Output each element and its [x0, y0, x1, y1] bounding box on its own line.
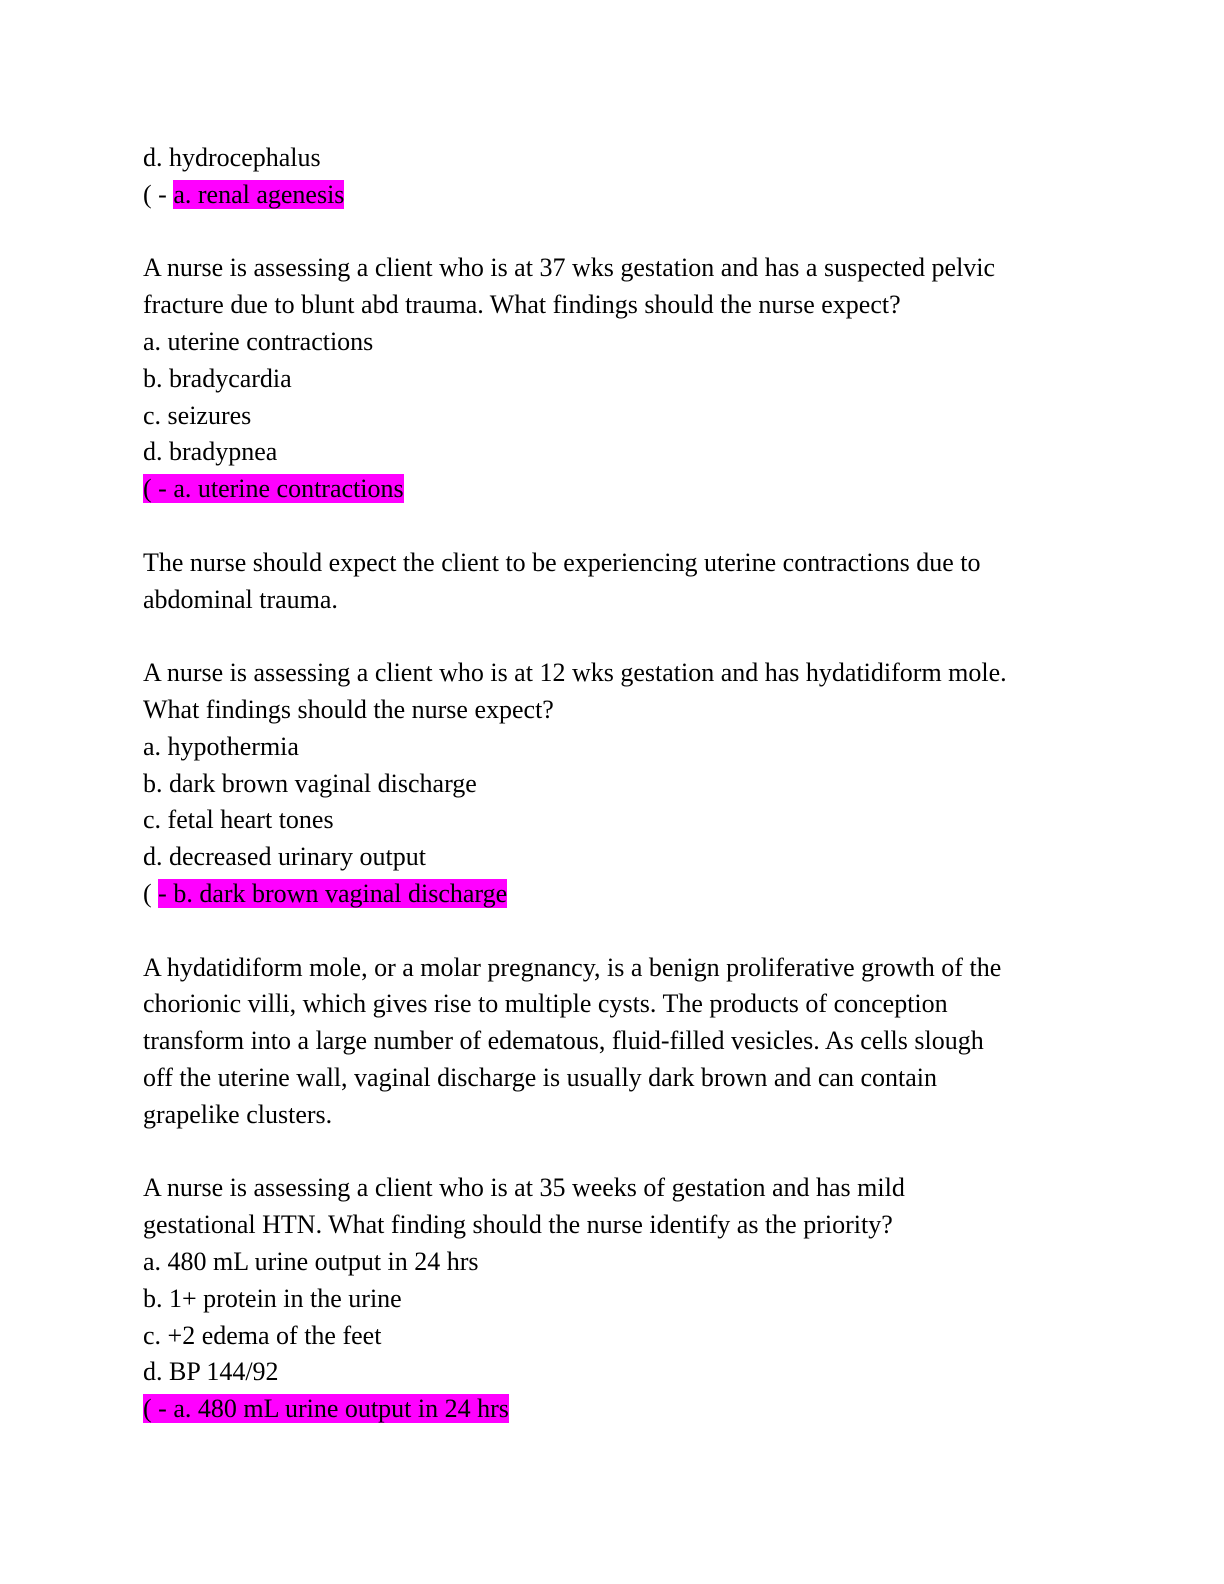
option-line: a. 480 mL urine output in 24 hrs	[143, 1246, 479, 1276]
option-line: a. hypothermia	[143, 731, 299, 761]
answer-highlight: ( - a. uterine contractions	[143, 474, 404, 504]
option-line: c. seizures	[143, 400, 252, 430]
paragraph-gap	[143, 913, 1083, 950]
option-line: d. BP 144/92	[143, 1357, 279, 1387]
question-stem-line: A nurse is assessing a client who is at 37 wks gestation and has a suspected pelvic	[143, 253, 996, 283]
option-line: d. hydrocephalus	[143, 143, 321, 172]
paragraph-gap	[143, 1134, 1083, 1171]
option-line: b. dark brown vaginal discharge	[143, 768, 477, 798]
rationale-line: chorionic villi, which gives rise to multiple cysts. The products of conception	[143, 989, 948, 1019]
option-line: d. bradypnea	[143, 437, 278, 467]
answer-prefix: (	[143, 878, 159, 908]
option-line: d. decreased urinary output	[143, 842, 427, 872]
answer-line	[143, 177, 1083, 214]
rationale-line: A hydatidiform mole, or a molar pregnancy, is a benign proliferative growth of the	[143, 952, 1002, 982]
rationale-line: grapelike clusters.	[143, 1099, 333, 1129]
answer-line	[143, 1391, 1083, 1428]
answer-line	[143, 876, 1083, 913]
answer-highlight: - b. dark brown vaginal discharge	[158, 878, 508, 908]
rationale-line: The nurse should expect the client to be experiencing uterine contractions due to	[143, 547, 981, 577]
paragraph-gap	[143, 508, 1083, 545]
option-line: c. +2 edema of the feet	[143, 1320, 382, 1350]
question-stem-line: fracture due to blunt abd trauma. What findings should the nurse expect?	[143, 290, 901, 320]
answer-highlight: ( - a. 480 mL urine output in 24 hrs	[143, 1394, 509, 1424]
option-line: b. bradycardia	[143, 363, 292, 393]
paragraph-gap	[143, 618, 1083, 655]
question-stem-line: What findings should the nurse expect?	[143, 694, 554, 724]
answer-highlight: a. renal agenesis	[173, 179, 345, 209]
answer-line	[143, 471, 1083, 508]
rationale-line: abdominal trauma.	[143, 584, 338, 614]
question-stem-line: A nurse is assessing a client who is at 35 weeks of gestation and has mild	[143, 1173, 905, 1203]
question-stem-line: gestational HTN. What finding should the nurse identify as the priority?	[143, 1210, 893, 1240]
option-line: b. 1+ protein in the urine	[143, 1283, 402, 1313]
document-page	[143, 140, 1083, 1428]
rationale-line: off the uterine wall, vaginal discharge is usually dark brown and can contain	[143, 1062, 937, 1092]
question-stem-line: A nurse is assessing a client who is at 12 wks gestation and has hydatidiform mole.	[143, 658, 1007, 688]
option-line: c. fetal heart tones	[143, 805, 334, 835]
rationale-line: transform into a large number of edematous, fluid-filled vesicles. As cells slough	[143, 1026, 984, 1056]
paragraph-gap	[143, 214, 1083, 251]
answer-prefix: ( -	[143, 179, 174, 209]
option-line: a. uterine contractions	[143, 326, 374, 356]
